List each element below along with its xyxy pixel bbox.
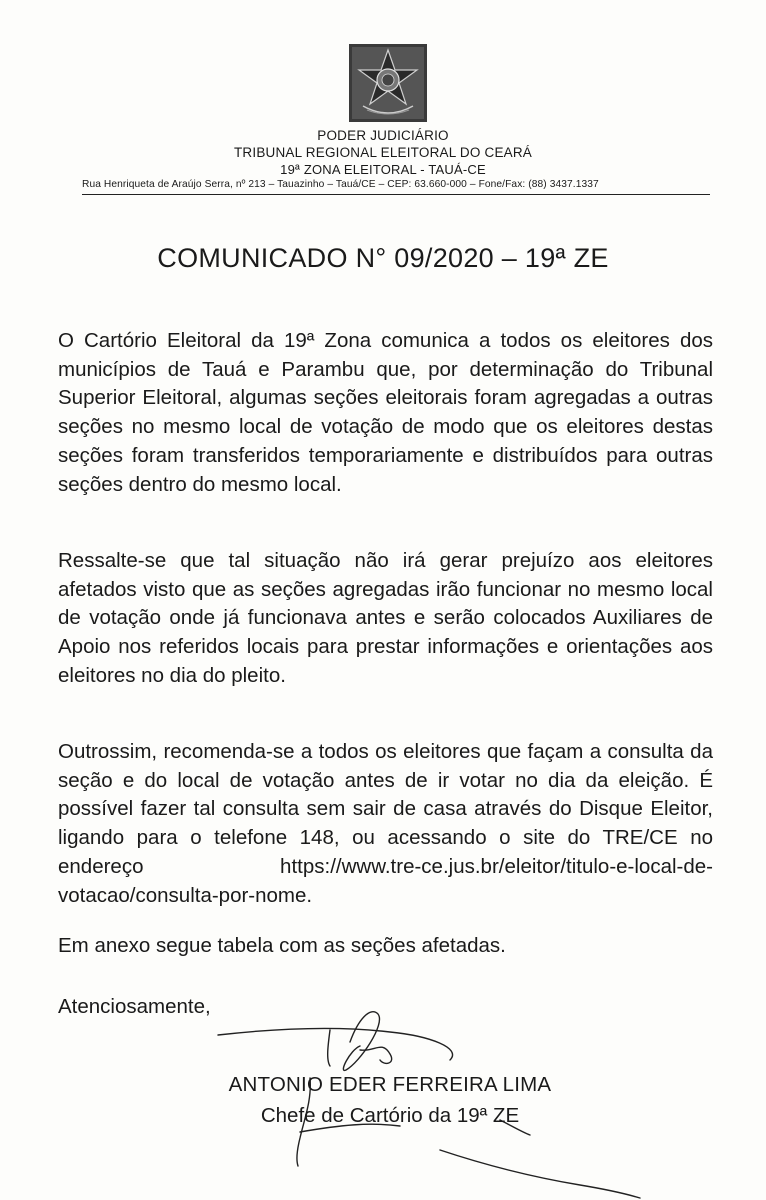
document-title: COMUNICADO N° 09/2020 – 19ª ZE — [157, 243, 609, 273]
header-zone: 19ª ZONA ELEITORAL - TAUÁ-CE — [280, 162, 486, 177]
paragraph-2: Ressalte-se que tal situação não irá gerar prejuízo aos eleitores afetados visto que as seções agregadas irão funcionar no mesmo local de votação onde já funcionava antes e serão colocados Auxiliares de Apoio nos referidos locais para prestar informações e orientações aos eleitores no dia do pleito. — [58, 549, 713, 687]
paragraph-3: Outrossim, recomenda-se a todos os eleitores que façam a consulta da seção e do local de votação antes de ir votar no dia da eleição. É possível fazer tal consulta sem sair de casa através do Disque Eleitor, ligando para o telefone 148, ou acessando o site do TRE/CE no endereço https://www.tre-ce.jus.br/eleitor/titulo-e-local-de-votacao/consulta-por-nome. — [58, 740, 713, 907]
paragraph-4: Em anexo segue tabela com as seções afetadas. — [58, 934, 506, 957]
signer-name: ANTONIO EDER FERREIRA LIMA — [228, 1073, 552, 1096]
header-institution: PODER JUDICIÁRIO — [317, 128, 449, 143]
header-address: Rua Henriqueta de Araújo Serra, nº 213 – Tauazinho – Tauá/CE – CEP: 63.660-000 – Fone/Fax: (88) 3437.1337 — [82, 179, 599, 190]
closing-salutation: Atenciosamente, — [58, 995, 211, 1018]
signer-role: Chefe de Cartório da 19ª ZE — [260, 1104, 520, 1127]
handwritten-signature-icon — [200, 1000, 680, 1200]
header-divider — [82, 194, 710, 195]
coat-of-arms-icon — [349, 44, 427, 122]
header-tribunal: TRIBUNAL REGIONAL ELEITORAL DO CEARÁ — [233, 145, 533, 160]
paragraph-1: O Cartório Eleitoral da 19ª Zona comunica a todos os eleitores dos municípios de Tauá e Parambu que, por determinação do Tribunal Superior Eleitoral, algumas seções eleitorais foram agregadas a outras seções no mesmo local de votação de modo que os eleitores destas seções foram transferidos temporariamente e distribuídos para outras seções dentro do mesmo local. — [58, 329, 713, 496]
